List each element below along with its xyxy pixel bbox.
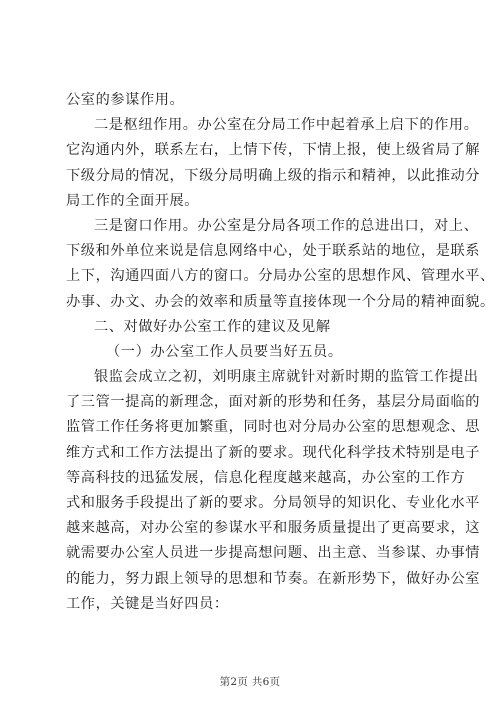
text-line: 工作，关键是当好四员： [66, 595, 229, 612]
text-line: 上下，沟通四面八方的窗口。分局办公室的思想作风、管理水平、 [66, 268, 495, 285]
text-line: 式和服务手段提出了新的要求。分局领导的知识化、专业化水平 [66, 495, 481, 511]
text-line: 了三管一提高的新理念，面对新的形势和任务，基层分局面临的 [66, 394, 481, 411]
section-heading: 二、对做好办公室工作的建议及见解 [94, 318, 331, 335]
text-line: 的能力，努力跟上领导的思想和节奏。在新形势下，做好办公室 [66, 570, 481, 587]
page-footer: 第2页 共6页 [219, 676, 281, 688]
subsection-heading: （一）办公室工作人员要当好五员。 [106, 343, 343, 360]
text-line: 维方式和工作方法提出了新的要求。现代化科学技术特别是电子 [66, 444, 481, 461]
text-line: 公室的参谋作用。 [66, 92, 185, 108]
text-line: 局工作的全面开展。 [66, 192, 200, 209]
text-line: 监管工作任务将更加繁重，同时也对分局办公室的思想观念、思 [66, 419, 481, 436]
text-line: 银监会成立之初，刘明康主席就针对新时期的监管工作提出 [94, 369, 479, 386]
text-line: 下级和外单位来说是信息网络中心，处于联系站的地位，是联系 [66, 243, 481, 260]
text-line: 等高科技的迅猛发展，信息化程度越来越高，办公室的工作方 [66, 469, 466, 486]
text-line: 三是窗口作用。办公室是分局各项工作的总进出口，对上、 [94, 217, 479, 234]
text-line: 就需要办公室人员进一步提高想问题、出主意、当参谋、办事情 [66, 545, 481, 562]
text-line: 下级分局的情况，下级分局明确上级的指示和精神，以此推动分 [66, 167, 481, 184]
text-line: 它沟通内外，联系左右，上情下传，下情上报，使上级省局了解 [66, 142, 481, 159]
document-body [66, 88, 495, 617]
text-line: 办事、办文、办会的效率和质量等直接体现一个分局的精神面貌。 [66, 293, 495, 310]
text-line: 二是枢纽作用。办公室在分局工作中起着承上启下的作用。 [94, 117, 479, 134]
text-line: 越来越高，对办公室的参谋水平和服务质量提出了更高要求，这 [66, 520, 481, 537]
